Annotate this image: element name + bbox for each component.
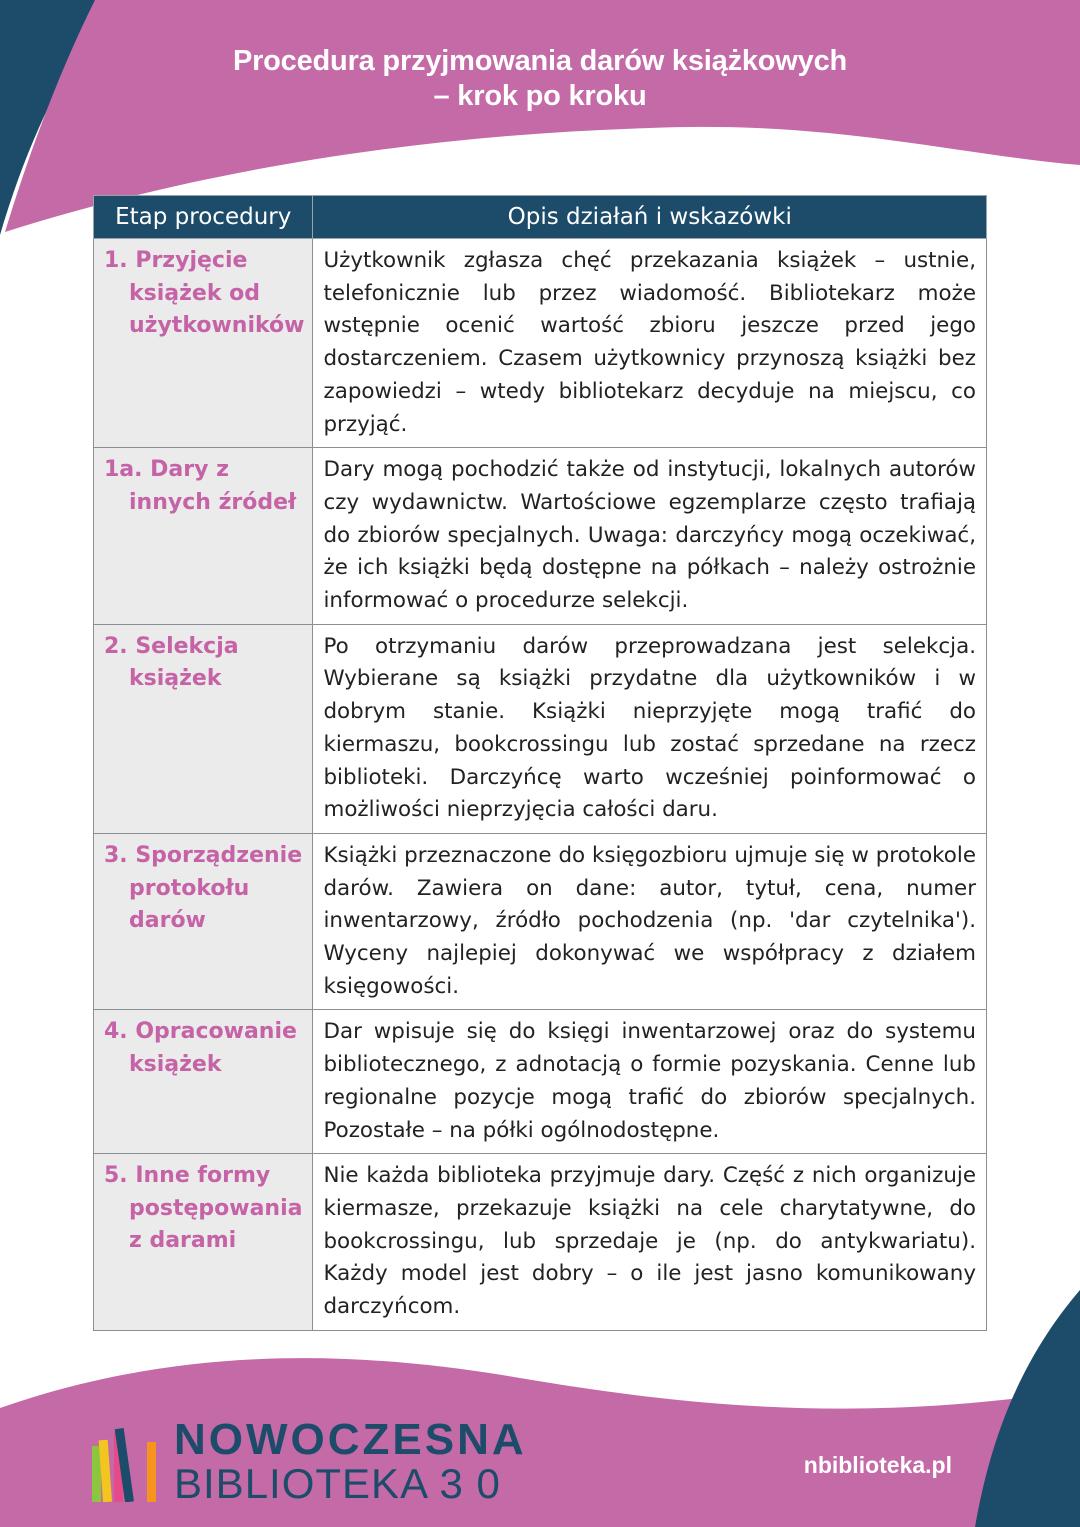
stage-cell: 1. Przyjęcie książek od użytkowników xyxy=(94,239,313,448)
table-row xyxy=(94,1154,987,1331)
page-title xyxy=(0,44,1080,114)
stage-cell: 3. Sporządzenie protokołu darów xyxy=(94,833,313,1010)
procedure-table xyxy=(93,195,987,1331)
logo-text-line1: NOWOCZESNA xyxy=(174,1415,527,1464)
column-header-description: Opis działań i wskazówki xyxy=(313,196,987,239)
stage-cell: 1a. Dary z innych źródeł xyxy=(94,448,313,625)
table-row xyxy=(94,1010,987,1154)
table-row xyxy=(94,624,987,833)
table-row xyxy=(94,833,987,1010)
stage-cell: 4. Opracowanie książek xyxy=(94,1010,313,1154)
table-row xyxy=(94,448,987,625)
website-link[interactable]: nbiblioteka.pl xyxy=(803,1452,952,1478)
description-cell: Dar wpisuje się do księgi inwentarzowej oraz do systemu bibliotecznego, z adnotacją o formie pozyskania. Cenne lub regionalne pozycje mogą trafić do zbiorów specjalnych. Pozostałe – na półki ogólnodostępne. xyxy=(313,1010,987,1154)
description-cell: Książki przeznaczone do księgozbioru ujmuje się w protokole darów. Zawiera on dane: autor, tytuł, cena, numer inwentarzowy, źródło pochodzenia (np. 'dar czytelnika'). Wyceny najlepiej dokonywać we współpracy z działem księgowości. xyxy=(313,833,987,1010)
logo-text-line2: BIBLIOTEKA 3 0 xyxy=(174,1460,501,1507)
table-header-row xyxy=(94,196,987,239)
description-cell: Dary mogą pochodzić także od instytucji, lokalnych autorów czy wydawnictw. Wartościowe egzemplarze często trafiają do zbiorów specjalnych. Uwaga: darczyńcy mogą oczekiwać, że ich książki będą dostępne na półkach – należy ostrożnie informować o procedurze selekcji. xyxy=(313,448,987,625)
description-cell: Nie każda biblioteka przyjmuje dary. Część z nich organizuje kiermasze, przekazuje książki na cele charytatywne, do bookcrossingu, lub sprzedaje je (np. do antykwariatu). Każdy model jest dobry – o ile jest jasno komunikowany darczyńcom. xyxy=(313,1154,987,1331)
description-cell: Po otrzymaniu darów przeprowadzana jest selekcja. Wybierane są książki przydatne dla użytkowników i w dobrym stanie. Książki nieprzyjęte mogą trafić do kiermaszu, bookcrossingu lub zostać sprzedane na rzecz biblioteki. Darczyńcę warto wcześniej poinformować o możliwości nieprzyjęcia całości daru. xyxy=(313,624,987,833)
page-title-line2: – krok po kroku xyxy=(433,80,647,112)
books-logo-icon xyxy=(90,1428,164,1502)
stage-cell: 5. Inne formy postępowania z darami xyxy=(94,1154,313,1331)
page-title-line1: Procedura przyjmowania darów książkowych xyxy=(232,45,848,77)
table-row xyxy=(94,239,987,448)
description-cell: Użytkownik zgłasza chęć przekazania książek – ustnie, telefonicznie lub przez wiadomość. Bibliotekarz może wstępnie ocenić wartość zbioru jeszcze przed jego dostarczeniem. Czasem użytkownicy przynoszą książki bez zapowiedzi – wtedy bibliotekarz decyduje na miejscu, co przyjąć. xyxy=(313,239,987,448)
column-header-stage: Etap procedury xyxy=(94,196,313,239)
stage-cell: 2. Selekcja książek xyxy=(94,624,313,833)
